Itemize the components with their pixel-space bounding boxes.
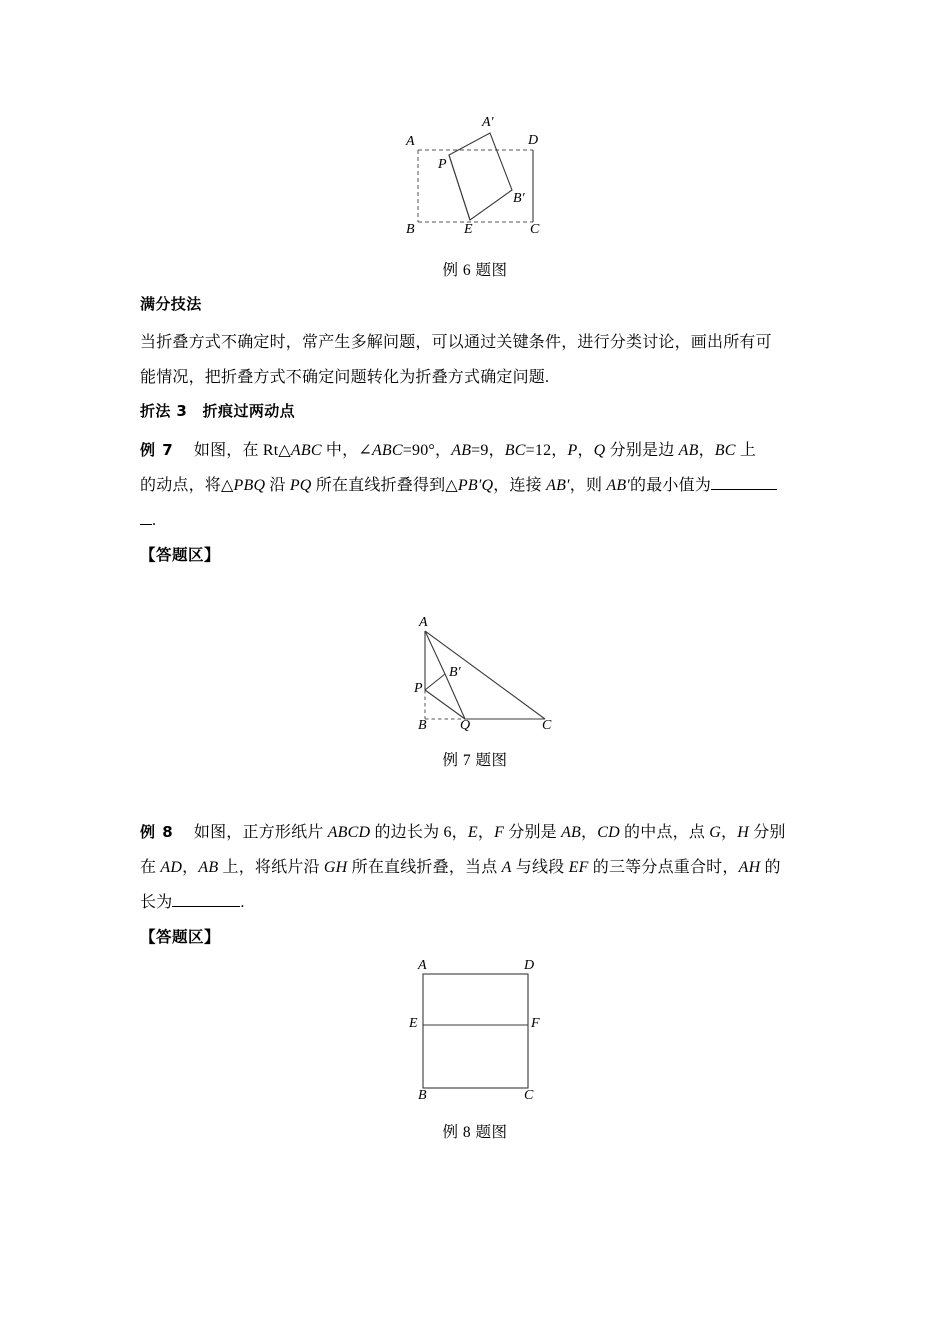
example-7-answer-blank-cont[interactable]: [140, 510, 152, 525]
figure-8-drawing: [405, 962, 565, 1102]
e8-t15: 分别: [749, 824, 786, 841]
figure-6-label-P: P: [438, 157, 447, 172]
e8-t11: 的中点，点: [619, 824, 710, 841]
e8-u5: 上，将纸片沿: [218, 859, 324, 876]
e7-t13: 分别是边: [605, 442, 679, 459]
e7-u10: AB′: [606, 477, 631, 494]
example-7-line-2: [140, 468, 812, 503]
answer-area-label-2: 【答题区】: [140, 928, 221, 946]
example-7-answer-blank[interactable]: [711, 473, 777, 490]
e8-u1: 在: [140, 859, 161, 876]
example-8-number: 例 8: [140, 823, 174, 841]
figure-7-caption: 例 7 题图: [442, 752, 508, 769]
e7-t9: =12，: [525, 442, 568, 459]
e7-u3: 沿: [265, 477, 290, 494]
e8-u6: GH: [323, 859, 348, 876]
e7-t5: =90°，: [402, 442, 452, 459]
e8-t10: CD: [597, 824, 620, 841]
figure-6-label-B: B: [406, 222, 415, 237]
example-8-line-1: [140, 815, 812, 850]
e7-period: .: [152, 512, 157, 529]
e8-t3: 的边长为 6，: [370, 824, 468, 841]
e7-u8: AB′: [546, 477, 570, 494]
e7-u9: ，则: [569, 477, 607, 494]
e7-t14: AB: [678, 442, 699, 459]
e8-u8: A: [501, 859, 512, 876]
e7-u2: PBQ: [233, 477, 266, 494]
e8-t9: ，: [581, 824, 598, 841]
e8-t8: AB: [561, 824, 582, 841]
e8-u4: AB: [198, 859, 219, 876]
e8-t14: H: [737, 824, 749, 841]
example-8-line-2: [140, 850, 812, 885]
e7-t16: BC: [714, 442, 736, 459]
figure-6-label-E: E: [464, 222, 473, 237]
figure-6-label-A-prime: A′: [482, 115, 494, 130]
figure-6-caption: 例 6 题图: [442, 262, 508, 279]
section-manfen-body: [140, 325, 812, 395]
e7-u5: 所在直线折叠得到△: [311, 477, 458, 494]
e7-t4: ABC: [371, 442, 403, 459]
figure-example-6: [400, 112, 560, 242]
figure-6-label-B-prime: B′: [513, 191, 525, 206]
e8-v2: .: [240, 894, 245, 911]
figure-7-label-A: A: [419, 615, 428, 630]
e8-u2: AD: [160, 859, 183, 876]
figure-example-7: [405, 615, 565, 733]
figure-7-drawing: [405, 615, 565, 730]
e7-u1: 的动点，将△: [140, 477, 234, 494]
figure-6-label-A: A: [406, 134, 415, 149]
e7-t6: AB: [451, 442, 472, 459]
example-7-number: 例 7: [140, 441, 174, 459]
manfen-line-1: 当折叠方式不确定时，常产生多解问题，可以通过关键条件，进行分类讨论，画出所有可: [140, 334, 772, 351]
section-heading-zhefa3: 折法 3 折痕过两动点: [140, 402, 296, 420]
figure-8-label-D: D: [524, 958, 535, 973]
figure-6-label-D: D: [528, 133, 539, 148]
example-7-line-1: [140, 433, 812, 468]
manfen-line-2: 能情况，把折叠方式不确定问题转化为折叠方式确定问题.: [140, 369, 550, 386]
e8-t6: F: [494, 824, 505, 841]
e8-u9: 与线段: [511, 859, 569, 876]
e8-t5: ，: [477, 824, 495, 841]
e8-u7: 所在直线折叠，当点: [347, 859, 502, 876]
e7-t8: BC: [504, 442, 526, 459]
e8-u13: 的: [760, 859, 781, 876]
figure-6-label-C: C: [530, 222, 540, 237]
e8-t2: ABCD: [327, 824, 371, 841]
example-7-line-3: [140, 503, 812, 538]
e7-t12: Q: [593, 442, 606, 459]
e7-t15: ，: [698, 442, 715, 459]
example-7-statement: [140, 433, 812, 538]
example-8-answer-blank[interactable]: [172, 890, 240, 907]
e8-t1: 如图，正方形纸片: [193, 824, 328, 841]
figure-8-label-F: F: [531, 1016, 540, 1031]
figure-8-label-C: C: [524, 1088, 534, 1103]
figure-8-label-A: A: [418, 958, 427, 973]
e7-t3: 中，∠: [321, 442, 372, 459]
e8-t4: E: [467, 824, 478, 841]
e8-t7: 分别是: [504, 824, 562, 841]
answer-area-label-1: 【答题区】: [140, 546, 221, 564]
e8-t13: ，: [721, 824, 738, 841]
figure-8-label-B: B: [418, 1088, 427, 1103]
e7-t17: 上: [735, 442, 757, 459]
e7-t11: ，: [577, 442, 594, 459]
figure-example-8: [405, 958, 565, 1103]
e8-u3: ，: [182, 859, 199, 876]
e7-t2: ABC: [290, 442, 322, 459]
figure-7-label-Q: Q: [460, 718, 471, 733]
e7-u7: ，连接: [493, 477, 547, 494]
section-heading-manfen: 满分技法: [140, 295, 202, 313]
figure-8-caption: 例 8 题图: [442, 1124, 508, 1141]
figure-7-label-B: B: [418, 718, 427, 733]
e7-u11: 的最小值为: [630, 477, 712, 494]
e8-u10: EF: [568, 859, 589, 876]
e8-t12: G: [709, 824, 722, 841]
e8-u12: AH: [738, 859, 761, 876]
e8-u11: 的三等分点重合时，: [588, 859, 739, 876]
e7-t7: =9，: [471, 442, 505, 459]
e7-t1: 如图，在 Rt△: [193, 442, 291, 459]
e7-t10: P: [567, 442, 578, 459]
e8-v1: 长为: [140, 894, 173, 911]
e7-u6: PB′Q: [457, 477, 494, 494]
e7-u4: PQ: [289, 477, 312, 494]
figure-8-label-E: E: [409, 1016, 418, 1031]
figure-7-label-P: P: [414, 681, 423, 696]
figure-7-label-B-prime: B′: [449, 665, 461, 680]
figure-7-label-C: C: [542, 718, 552, 733]
example-8-line-3: [140, 885, 812, 920]
example-8-statement: [140, 815, 812, 920]
